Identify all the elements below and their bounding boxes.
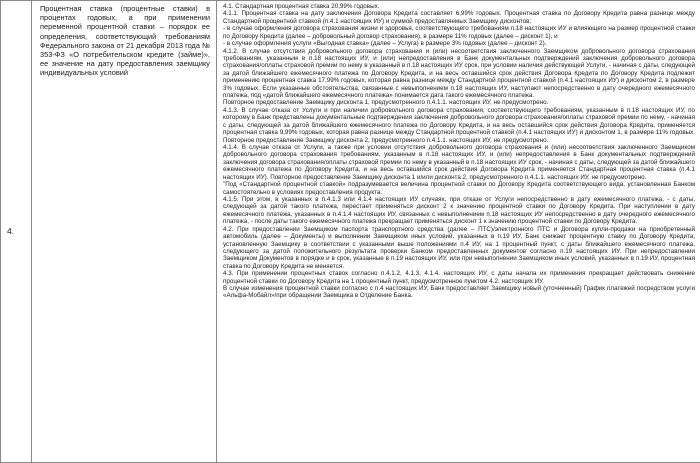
row-label-cell bbox=[32, 1, 217, 463]
paragraph-discount-2: - в случае оформления услуги «Выгодная ставка» (далее – Услуга) в размере 3% годовых (далее – дисконт 2). bbox=[223, 40, 547, 48]
paragraph-4-1: 4.1. Стандартная процентная ставка 20,99% годовых. bbox=[223, 3, 380, 10]
row-label: Процентная ставка (процентные ставки) в процентах годовых, а при применении переменной процентной ставки – порядок ее определения, соответствующий требованиям Федерального закона от 21 декабря 2013 года № 353-ФЗ «О потребительском кредите (займе)», ее значение на дату предоставления заемщику индивидуальных условий bbox=[40, 4, 210, 78]
paragraph-4-1-4: 4.1.4. В случае отказа от Услуги, а также при условии отсутствия добровольного договора страхования и (или) несоответствия заключенного Заемщиком добровольного договора страхования требованиям, указанным в п.18 настоящих ИУ, и (или) непредоставления в Банк документальных подтверждений заключения договора страхования/оплаты страховой премии по нему в указанный в п.18 настоящих ИУ срок, - начиная с даты, следующей за датой ближайшего ежемесячного платежа по Договору Кредита, и на весь оставшийся срок действия Договора Кредита применяется Стандартная процентная ставка (п.4.1 настоящих ИУ). Повторное предоставление Заемщику дисконта 1 и/или дисконта 2, предусмотренного п.4.1.1. настоящих ИУ, не предусмотрено. bbox=[223, 144, 695, 181]
paragraph-standard-rate-note: "Под «Стандартной процентной ставкой» подразумевается величина процентной ставки по Договору Кредита соответствующего вида, установленная Банком самостоятельно в условиях предоставления продукта. bbox=[223, 181, 695, 196]
paragraph-4-1-2: 4.1.2. В случае отсутствия добровольного договора страхования и (или) несоответствия заключенного Заемщиком добровольного договора страхования требованиям, указанным в п.18 настоящих ИУ, и (или) непредоставления в Банк документальных подтверждений заключения добровольного договора страхования/оплаты страховой премии по нему в указанный в п.18 настоящих ИУ срок, при условии наличия действующей Услуги, - начиная с даты, следующей за датой ближайшего ежемесячного платежа по Договору Кредита, и на весь оставшийся срок действия Договора Кредита по Договору Кредита подлежит применению процентная ставка 17,99% годовых, которая равна разнице между Стандартной процентной ставкой (п.4.1 настоящих ИУ) и дисконтом 2, в размере 3% годовых. Если указанные обстоятельства, связанные с невыполнением п.18 настоящих ИУ, наступают непосредственно в дату очередного ежемесячного платежа, под «датой ближайшего ежемесячного платежа» понимается дата такого ежемесячного платежа. bbox=[223, 47, 695, 100]
paragraph-4-1-3: 4.1.3. В случае отказа от Услуги и при наличии добровольного договора страхования, соответствующего требованиям, указанным в п.18 настоящих ИУ, по которому в Банк представлены документальные подтверждения заключения добровольного договора страхования/оплаты страховой премии по нему, - начиная с даты, следующей за датой ближайшего ежемесячного платежа по Договору Кредита, и на весь оставшийся срок действия Договора Кредита, применяется процентная ставка 9,99% годовых, которая равна разнице между Стандартной процентной ставкой (п.4.1 настоящих ИУ) и дисконтом 1, в размере 11% годовых. Повторное предоставление Заемщику дисконта 2, предусмотренного п.4.1.1. настоящих ИУ, не предусмотрено. bbox=[223, 106, 695, 144]
paragraph-discount-1: - в случае оформления договора страхования жизни и здоровья, соответствующего требованиям п.18 настоящих ИУ и влияющего на размер процентной ставки по Договору Кредита (далее – добровольный договор страхования), в размере 11% годовых (далее – дисконт 1), и bbox=[223, 25, 695, 40]
paragraph-schedule-update: В случае изменения процентной ставки согласно с п.4 настоящих ИУ, Банк предоставляет Заемщику новый (уточненный) График платежей посредством услуги «Альфа-Мобайл»/при обращении Заемщика в Отделение Банка. bbox=[223, 285, 695, 300]
paragraph-4-2: 4.2. При предоставлении Заемщиком паспорта транспортного средства (далее – ПТС)/электронного ПТС и Договора купли-продажи на приобретенный автомобиль (далее – Документы) и выполнении Заемщиком иных условий, указанных в п.19 ИУ, Банк снижает процентную ставку по Договору Кредита, установленную Заемщику в соответствии с указанными выше положениями п.4 ИУ, на 1 процентный пункт, с даты ближайшего ежемесячного платежа, следующего за датой положительного результата проверки Банком предоставленных документов согласно п.19 настоящих ИУ. При непредоставлении Заемщиком Документов в порядке и в срок, указанные в п.19 настоящих ИУ, или при невыполнении Заемщиком иных условий, указанных в п.19 ИУ, процентная ставка по Договору Кредита не меняется. bbox=[223, 225, 695, 270]
row-number-cell bbox=[1, 1, 32, 463]
paragraph-4-1-1: 4.1.1. Процентная ставка на дату заключения Договора Кредита составляет 6,99% годовых. Процентная ставка по Договору Кредита равна разнице между Стандартной процентной ставкой (п.4.1 настоящих ИУ) и суммой предоставляемых Заемщику дисконтов: bbox=[223, 10, 695, 25]
paragraph-4-1-5: 4.1.5. При этом, в указанных в п.4.1.3 или 4.1.4 настоящих ИУ случаях, при отказе от Услуги непосредственно в дату ежемесячного платежа, - с даты, следующей за датой такого платежа, перестает применяться дисконт 2 к значению процентной ставки по Договору Кредита. При наступлении в дату ежемесячного платежа, указанных в п.4.1.4 настоящих ИУ, связанных с невыполнением п.18 настоящих ИУ непосредственно в дату очередного ежемесячного платежа, - после даты такого ежемесячного платежа прекращает применяться дисконт 1 к значению процентной ставки по Договору Кредита. bbox=[223, 195, 695, 226]
table-row bbox=[1, 1, 700, 463]
row-content bbox=[217, 1, 700, 300]
paragraph-4-3: 4.3. При применении процентных ставок согласно п.4.1.2, 4.1.3, 4.1.4. настоящих ИУ, с даты начала их применения прекращает действовать снижение процентной ставки по Договору Кредита на 1 процентный пункт, предусмотренное пунктом 4.2. настоящих ИУ. bbox=[223, 270, 695, 285]
row-content-cell bbox=[217, 1, 700, 463]
paragraph-repeat-discount-1: Повторное предоставление Заемщику дисконта 1, предусмотренного п.4.1.1. настоящих ИУ, не предусмотрено. bbox=[223, 99, 549, 107]
row-number: 4. bbox=[7, 226, 15, 236]
